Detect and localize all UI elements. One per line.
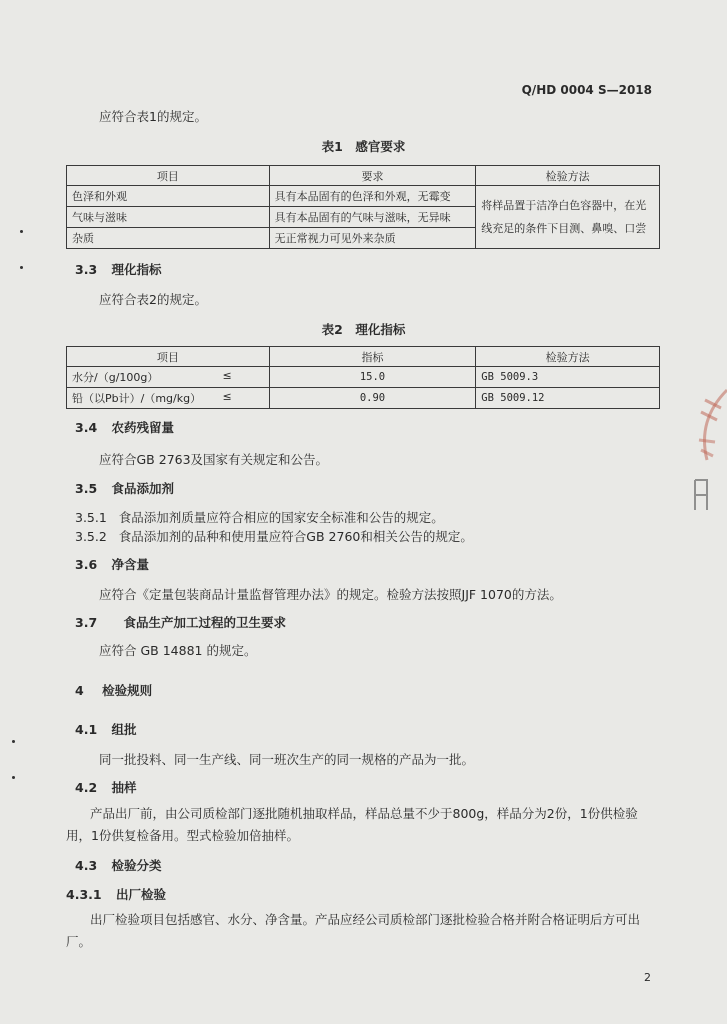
table-header-row [67, 347, 660, 367]
section-3-5-heading [75, 479, 174, 497]
section-4-2-text: 产品出厂前，由公司质检部门逐批随机抽取样品，样品总量不少于800g，样品分为2份，1份供检验用，1份供复检备用。型式检验加倍抽样。 [66, 806, 638, 843]
section-3-3-text: 应符合表2的规定。 [99, 292, 207, 307]
seal-stamp-fragment [687, 380, 727, 530]
section-4-3-1-heading [66, 885, 166, 903]
table1-caption: 表1 感官要求 [321, 139, 406, 154]
table-row [67, 388, 660, 409]
section-title: 理化指标 [111, 262, 162, 277]
item-label: 铅（以Pb计）/（mg/kg） [72, 392, 202, 405]
section-number: 3.4 [75, 420, 98, 435]
section-number: 4 [75, 683, 84, 698]
table-row [67, 186, 660, 207]
section-number: 4.3.1 [66, 887, 102, 902]
col-header: 检验方法 [476, 166, 660, 186]
physchem-table [66, 346, 660, 409]
cell-item: 气味与滋味 [67, 207, 270, 228]
col-header: 项目 [67, 166, 270, 186]
sensory-table [66, 165, 660, 249]
cell-method: GB 5009.12 [476, 388, 660, 409]
cell-method: 将样品置于洁净白色容器中，在光线充足的条件下目测、鼻嗅、口尝 [476, 186, 660, 249]
scan-dot [12, 740, 15, 743]
cell-item [67, 367, 270, 388]
scan-dot [12, 776, 15, 779]
cell-method: GB 5009.3 [476, 367, 660, 388]
section-title: 农药残留量 [111, 420, 175, 435]
clause-3-5-2 [75, 527, 473, 545]
col-header: 项目 [67, 347, 270, 367]
section-4-3-1-text: 出厂检验项目包括感官、水分、净含量。产品应经公司质检部门逐批检验合格并附合格证明后方可出厂。 [66, 912, 641, 949]
intro-text: 应符合表1的规定。 [99, 109, 207, 124]
scan-dot [20, 266, 23, 269]
col-header: 检验方法 [476, 347, 660, 367]
section-number: 3.6 [75, 557, 98, 572]
cell-requirement: 无正常视力可见外来杂质 [269, 228, 476, 249]
section-title: 食品生产加工过程的卫生要求 [123, 615, 287, 630]
section-title: 净含量 [111, 557, 150, 572]
page-number: 2 [644, 971, 651, 984]
section-title: 抽样 [111, 780, 137, 795]
section-3-7-heading [75, 613, 286, 631]
cell-item [67, 388, 270, 409]
standard-number: Q/HD 0004 S—2018 [521, 83, 652, 97]
chapter-4-heading [75, 681, 152, 699]
table-header-row [67, 166, 660, 186]
table-row [67, 367, 660, 388]
clause-3-5-1 [75, 508, 444, 526]
section-3-6-heading [75, 555, 149, 573]
section-3-6-text: 应符合《定量包装商品计量监督管理办法》的规定。检验方法按照JJF 1070的方法。 [99, 587, 562, 602]
scan-dot [20, 230, 23, 233]
clause-number: 3.5.2 [75, 529, 107, 544]
section-number: 3.5 [75, 481, 98, 496]
section-number: 4.3 [75, 858, 98, 873]
leq-symbol: ≤ [222, 390, 232, 403]
clause-number: 3.5.1 [75, 510, 107, 525]
table2-caption: 表2 理化指标 [321, 322, 406, 337]
section-number: 4.1 [75, 722, 98, 737]
section-4-2-heading [75, 778, 137, 796]
section-number: 3.3 [75, 262, 98, 277]
cell-value: 15.0 [269, 367, 476, 388]
clause-text: 食品添加剂的品种和使用量应符合GB 2760和相关公告的规定。 [118, 529, 473, 544]
section-title: 检验规则 [102, 683, 153, 698]
cell-value: 0.90 [269, 388, 476, 409]
section-number: 4.2 [75, 780, 98, 795]
item-label: 水分/（g/100g） [72, 371, 159, 384]
section-4-1-heading [75, 720, 137, 738]
clause-text: 食品添加剂质量应符合相应的国家安全标准和公告的规定。 [118, 510, 444, 525]
section-3-4-heading [75, 418, 174, 436]
cell-item: 色泽和外观 [67, 186, 270, 207]
cell-item: 杂质 [67, 228, 270, 249]
section-3-4-text: 应符合GB 2763及国家有关规定和公告。 [99, 452, 329, 467]
section-4-1-text: 同一批投料、同一生产线、同一班次生产的同一规格的产品为一批。 [99, 752, 475, 767]
col-header: 要求 [269, 166, 476, 186]
section-title: 组批 [111, 722, 137, 737]
section-3-7-text: 应符合 GB 14881 的规定。 [99, 643, 257, 658]
cell-requirement: 具有本品固有的气味与滋味，无异味 [269, 207, 476, 228]
col-header: 指标 [269, 347, 476, 367]
leq-symbol: ≤ [222, 369, 232, 382]
section-4-3-heading [75, 856, 162, 874]
section-title: 检验分类 [111, 858, 162, 873]
section-3-3-heading [75, 260, 162, 278]
cell-requirement: 具有本品固有的色泽和外观，无霉变 [269, 186, 476, 207]
section-number: 3.7 [75, 615, 98, 630]
section-title: 食品添加剂 [111, 481, 175, 496]
section-title: 出厂检验 [115, 887, 166, 902]
